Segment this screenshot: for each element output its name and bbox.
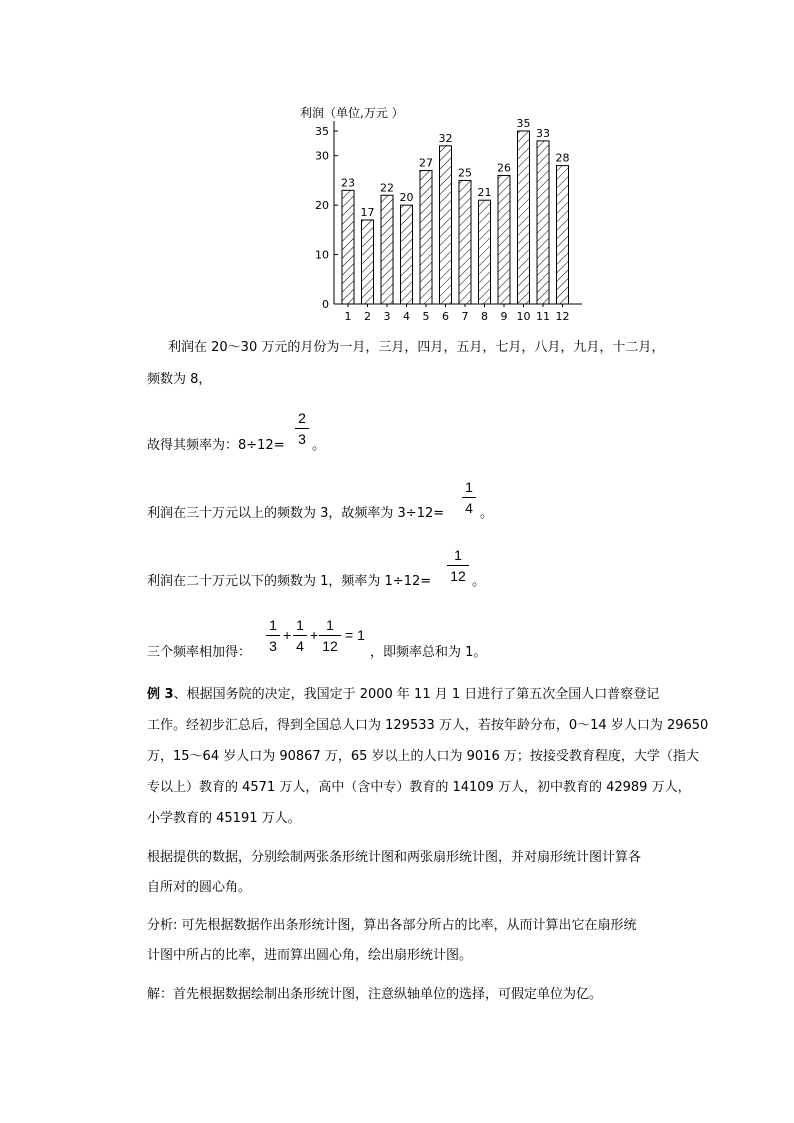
fraction bbox=[295, 410, 309, 447]
fraction-numerator: 1 bbox=[454, 547, 462, 563]
fraction-denominator: 3 bbox=[269, 638, 277, 654]
fraction-numerator: 1 bbox=[296, 617, 304, 633]
text-line: 自所对的圆心角。 bbox=[147, 880, 252, 895]
text-line: 频数为 8， bbox=[147, 372, 212, 387]
fraction-denominator: 4 bbox=[296, 638, 304, 654]
profit-bar-chart bbox=[290, 98, 590, 328]
y-tick-label: 30 bbox=[315, 149, 329, 163]
x-tick-label: 4 bbox=[403, 310, 410, 323]
text-line: 。 bbox=[312, 438, 326, 453]
bar-value-label: 20 bbox=[399, 191, 414, 205]
bar bbox=[459, 180, 471, 304]
y-tick-label: 10 bbox=[315, 248, 329, 262]
x-tick-label: 1 bbox=[344, 310, 352, 323]
example-text: 、根据国务院的决定，我国定于 2000 年 11 月 1 日进行了第五次全国人口普察登记 bbox=[173, 687, 660, 702]
fraction-numerator: 1 bbox=[269, 617, 277, 633]
bar-value-label: 35 bbox=[516, 117, 531, 130]
y-tick-label: 20 bbox=[315, 199, 329, 213]
text-line: 利润在三十万元以上的频数为 3，故频率为 3÷12= bbox=[147, 506, 445, 521]
bar-value-label: 22 bbox=[380, 181, 394, 195]
text-line: ，即频率总和为 1。 bbox=[370, 645, 487, 660]
text-line: 利润在 20～30 万元的月份为一月，三月，四月，五月，七月，八月，九月，十二月， bbox=[168, 340, 665, 355]
fraction bbox=[462, 479, 476, 516]
bar bbox=[518, 131, 530, 304]
text-line: 分析: 可先根据数据作出条形统计图，算出各部分所占的比率，从而计算出它在扇形统 bbox=[147, 918, 637, 933]
plus-sign: + bbox=[310, 627, 319, 643]
x-tick-label: 11 bbox=[536, 310, 550, 323]
bars bbox=[341, 117, 570, 304]
fraction bbox=[447, 547, 469, 584]
x-tick-label: 3 bbox=[383, 310, 391, 323]
bar bbox=[401, 205, 413, 304]
fraction-denominator: 4 bbox=[465, 500, 473, 516]
x-tick-label: 8 bbox=[481, 310, 488, 323]
fraction-numerator: 1 bbox=[465, 479, 473, 495]
text-line: 解：首先根据数据绘制出条形统计图，注意纵轴单位的选择，可假定单位为亿。 bbox=[147, 987, 603, 1002]
y-tick-label: 35 bbox=[315, 125, 329, 138]
fraction-denominator: 12 bbox=[450, 568, 466, 584]
fraction bbox=[319, 617, 341, 654]
bar-value-label: 21 bbox=[477, 186, 492, 200]
text-line: 。 bbox=[480, 506, 494, 521]
bar-value-label: 27 bbox=[419, 156, 433, 170]
text-line: 专以上）教育的 4571 万人，高中（含中专）教育的 14109 万人，初中教育的 42989 万人， bbox=[147, 780, 691, 795]
fraction-denominator: 12 bbox=[322, 638, 338, 654]
text-line: 利润在二十万元以下的频数为 1，频率为 1÷12= bbox=[147, 574, 432, 589]
example-label: 例 3 bbox=[147, 687, 174, 702]
x-tick-label: 2 bbox=[364, 310, 371, 323]
bar-value-label: 17 bbox=[360, 205, 375, 219]
y-axis-ticks bbox=[315, 125, 338, 311]
bar bbox=[440, 146, 452, 304]
x-axis-labels bbox=[345, 304, 570, 323]
x-tick-label: 10 bbox=[516, 310, 531, 323]
bar bbox=[557, 166, 569, 304]
bar bbox=[342, 190, 354, 304]
fraction bbox=[293, 617, 307, 654]
text-line: 计图中所占的比率，进而算出圆心角，绘出扇形统计图。 bbox=[147, 948, 473, 963]
x-tick-label: 7 bbox=[461, 310, 469, 323]
y-tick-label: 0 bbox=[322, 298, 329, 311]
bar bbox=[362, 220, 374, 304]
x-tick-label: 9 bbox=[500, 310, 508, 323]
text-line: 故得其频率为：8÷12= bbox=[147, 438, 285, 453]
example-3-line bbox=[147, 685, 659, 705]
bar bbox=[537, 141, 549, 304]
text-line: 小学教育的 45191 万人。 bbox=[147, 811, 301, 826]
x-tick-label: 12 bbox=[555, 310, 570, 323]
x-tick-label: 5 bbox=[422, 310, 430, 323]
bar-value-label: 26 bbox=[497, 161, 511, 175]
fraction-numerator: 2 bbox=[298, 410, 306, 426]
bar bbox=[498, 175, 510, 304]
fraction-denominator: 3 bbox=[298, 431, 306, 447]
bar-value-label: 28 bbox=[555, 151, 570, 165]
fraction-numerator: 1 bbox=[326, 617, 334, 633]
fraction bbox=[266, 617, 280, 654]
text-line: 工作。经初步汇总后，得到全国总人口为 129533 万人，若按年龄分布，0～14 岁人口为 29650 bbox=[147, 718, 709, 733]
bar-value-label: 33 bbox=[536, 126, 550, 140]
bar bbox=[420, 171, 432, 304]
y-axis-label: 利润（单位,万元 ） bbox=[300, 106, 404, 120]
bar bbox=[479, 200, 491, 304]
bar-value-label: 23 bbox=[341, 176, 355, 190]
equals-one: = 1 bbox=[345, 627, 365, 643]
bar bbox=[381, 195, 393, 304]
plus-sign: + bbox=[283, 627, 292, 643]
text-line: 。 bbox=[472, 574, 486, 589]
text-line: 根据提供的数据，分别绘制两张条形统计图和两张扇形统计图，并对扇形统计图计算各 bbox=[147, 850, 642, 865]
text-line: 三个频率相加得： bbox=[147, 645, 252, 660]
x-tick-label: 6 bbox=[442, 310, 449, 323]
bar-value-label: 25 bbox=[458, 166, 472, 180]
bar-value-label: 32 bbox=[438, 131, 453, 145]
text-line: 万，15～64 岁人口为 90867 万，65 岁以上的人口为 9016 万；按接受教育程度，大学（指大 bbox=[147, 749, 699, 764]
